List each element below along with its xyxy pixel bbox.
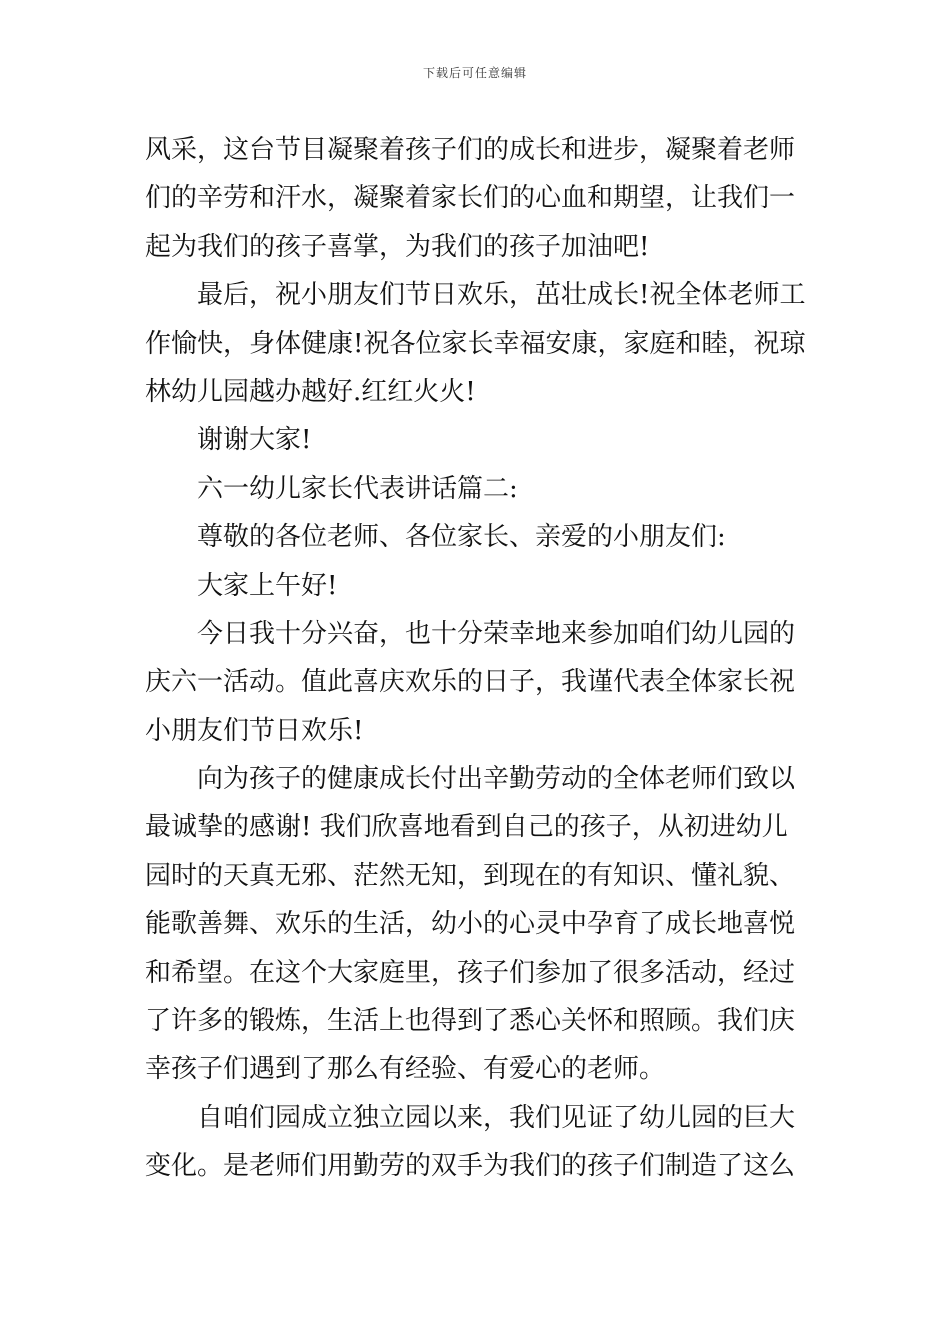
text-line: 自咱们园成立独立园以来，我们见证了幼儿园的巨大 bbox=[197, 1102, 796, 1133]
text-line: 谢谢大家! bbox=[197, 425, 312, 456]
body-text bbox=[145, 126, 805, 1191]
section-heading: 六一幼儿家长代表讲话篇二: bbox=[197, 473, 518, 504]
text-line: 风采，这台节目凝聚着孩子们的成长和进步，凝聚着老师 bbox=[145, 135, 796, 165]
text-line: 能歌善舞、欢乐的生活，幼小的心灵中孕育了成长地喜悦 bbox=[145, 909, 796, 940]
text-line: 起为我们的孩子喜掌，为我们的孩子加油吧! bbox=[145, 231, 650, 262]
text-line: 今日我十分兴奋，也十分荣幸地来参加咱们幼儿园的 bbox=[197, 618, 796, 649]
text-line: 小朋友们节日欢乐! bbox=[145, 715, 364, 746]
text-line: 向为孩子的健康成长付出辛勤劳动的全体老师们致以 bbox=[197, 764, 796, 795]
text-line: 庆六一活动。值此喜庆欢乐的日子，我谨代表全体家长祝 bbox=[145, 667, 796, 698]
greeting-line: 大家上午好! bbox=[197, 570, 338, 601]
header-note: 下载后可任意编辑 bbox=[422, 66, 527, 80]
greeting-line: 尊敬的各位老师、各位家长、亲爱的小朋友们: bbox=[197, 522, 726, 553]
text-line: 最后，祝小朋友们节日欢乐，茁壮成长!祝全体老师工 bbox=[197, 280, 806, 311]
text-line: 和希望。在这个大家庭里，孩子们参加了很多活动，经过 bbox=[145, 957, 796, 988]
text-line: 变化。是老师们用勤劳的双手为我们的孩子们制造了这么 bbox=[145, 1151, 796, 1182]
text-line: 园时的天真无邪、茫然无知，到现在的有知识、懂礼貌、 bbox=[145, 860, 796, 891]
text-line: 作愉快，身体健康!祝各位家长幸福安康，家庭和睦，祝琼 bbox=[145, 328, 806, 359]
text-line: 最诚挚的感谢! 我们欣喜地看到自己的孩子，从初进幼儿 bbox=[145, 812, 788, 843]
text-line: 幸孩子们遇到了那么有经验、有爱心的老师。 bbox=[145, 1054, 666, 1085]
text-line: 们的辛劳和汗水，凝聚着家长们的心血和期望，让我们一 bbox=[145, 183, 796, 214]
text-line: 了许多的锻炼，生活上也得到了悉心关怀和照顾。我们庆 bbox=[145, 1006, 796, 1037]
text-line: 林幼儿园越办越好.红红火火! bbox=[145, 376, 476, 407]
